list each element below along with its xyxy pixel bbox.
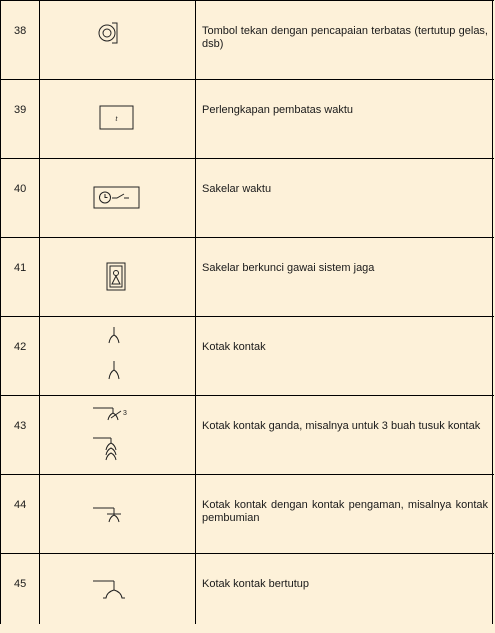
table-row [1, 395, 494, 474]
multiple-socket-icon [41, 396, 195, 475]
row-description: Kotak kontak dengan kontak pengaman, misalnya kontak pembumian [202, 499, 488, 524]
row-number: 45 [14, 578, 27, 590]
socket-outlet-icon [41, 317, 195, 396]
time-switch-icon [41, 159, 195, 238]
row-number: 43 [14, 420, 27, 432]
row-description: Perlengkapan pembatas waktu [202, 104, 354, 116]
row-description: Sakelar waktu [202, 183, 272, 195]
table-row [1, 474, 494, 553]
row-description: Tombol tekan dengan pencapaian terbatas (tertutup gelas, dsb) [202, 25, 488, 50]
earthed-socket-icon [41, 475, 195, 554]
socket-count-label: 3 [123, 410, 127, 417]
lock-switch-icon [41, 238, 195, 317]
table-row [1, 553, 494, 624]
table-row [1, 79, 494, 158]
row-number: 40 [14, 183, 27, 195]
table-row [1, 158, 494, 237]
limited-push-button-icon [41, 1, 195, 80]
table-row [1, 0, 494, 79]
row-description: Sakelar berkunci gawai sistem jaga [202, 262, 375, 274]
row-description: Kotak kontak ganda, misalnya untuk 3 buah tusuk kontak [202, 420, 481, 432]
row-description: Kotak kontak bertutup [202, 578, 310, 590]
row-number: 38 [14, 25, 27, 37]
row-description: Kotak kontak [202, 341, 266, 353]
row-number: 42 [14, 341, 27, 353]
row-number: 41 [14, 262, 27, 274]
row-number: 44 [14, 499, 27, 511]
covered-socket-icon [41, 554, 195, 633]
table-row [1, 316, 494, 395]
time-limit-device-icon [41, 80, 195, 159]
row-number: 39 [14, 104, 27, 116]
table-row [1, 237, 494, 316]
time-limit-label: t [115, 114, 118, 123]
